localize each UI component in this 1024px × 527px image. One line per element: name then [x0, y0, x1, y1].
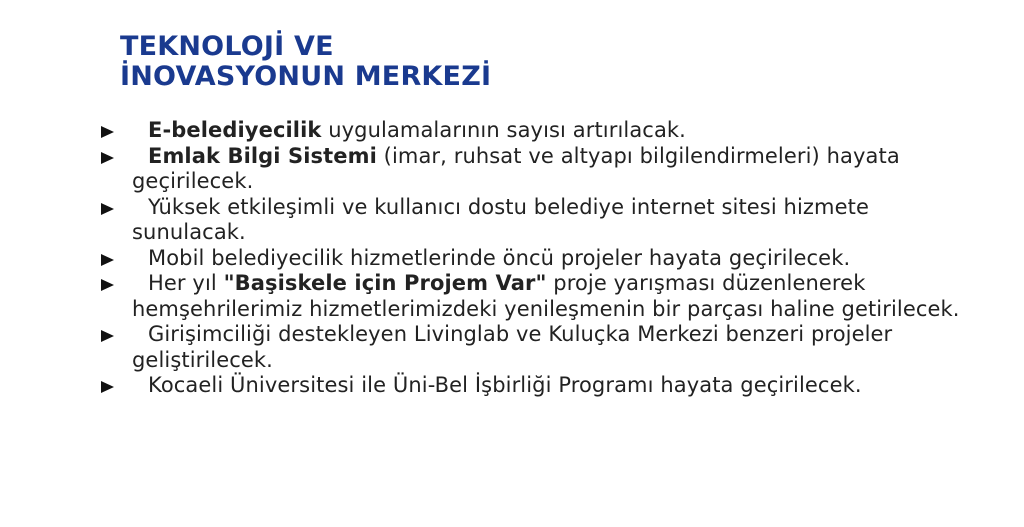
item-pre-text: Her yıl: [148, 271, 224, 295]
item-bold-text: E-belediyecilik: [148, 118, 322, 142]
item-bold-text: Emlak Bilgi Sistemi: [148, 143, 377, 168]
goals-list: [0, 118, 1024, 399]
title-line-1: TEKNOLOJİ VE: [120, 31, 334, 62]
list-item: [0, 246, 962, 272]
item-text: uygulamalarının sayısı artırılacak.: [321, 118, 686, 142]
triangle-bullet-icon: [101, 126, 114, 138]
triangle-bullet-icon: [101, 203, 114, 215]
item-text: proje yarışması düzenlenerek hemşehrilerimiz hizmetlerimizdeki yenileşmenin bir parçası haline getirilecek.: [132, 271, 960, 321]
list-item: [0, 271, 962, 322]
list-item: [0, 195, 962, 246]
triangle-bullet-icon: [101, 254, 114, 266]
list-item: [0, 144, 962, 195]
item-text: Girişimciliği destekleyen Livinglab ve Kuluçka Merkezi benzeri projeler geliştirilecek.: [132, 322, 893, 372]
item-bold-text: "Başiskele için Projem Var": [223, 271, 547, 295]
title-line-2: İNOVASYONUN MERKEZİ: [120, 61, 492, 92]
page-title: [120, 32, 491, 92]
item-text: Kocaeli Üniversitesi ile Üni-Bel İşbirliği Programı hayata geçirilecek.: [148, 373, 862, 397]
list-item: [0, 322, 962, 373]
triangle-bullet-icon: [101, 279, 114, 291]
item-text: Yüksek etkileşimli ve kullanıcı dostu belediye internet sitesi hizmete sunulacak.: [132, 194, 869, 244]
triangle-bullet-icon: [101, 330, 114, 342]
list-item: [0, 373, 962, 399]
triangle-bullet-icon: [101, 152, 114, 164]
item-text: (imar, ruhsat ve altyapı bilgilendirmeleri) hayata geçirilecek.: [132, 143, 900, 193]
list-item: [0, 118, 962, 144]
triangle-bullet-icon: [101, 381, 114, 393]
item-text: Mobil belediyecilik hizmetlerinde öncü projeler hayata geçirilecek.: [148, 245, 851, 270]
